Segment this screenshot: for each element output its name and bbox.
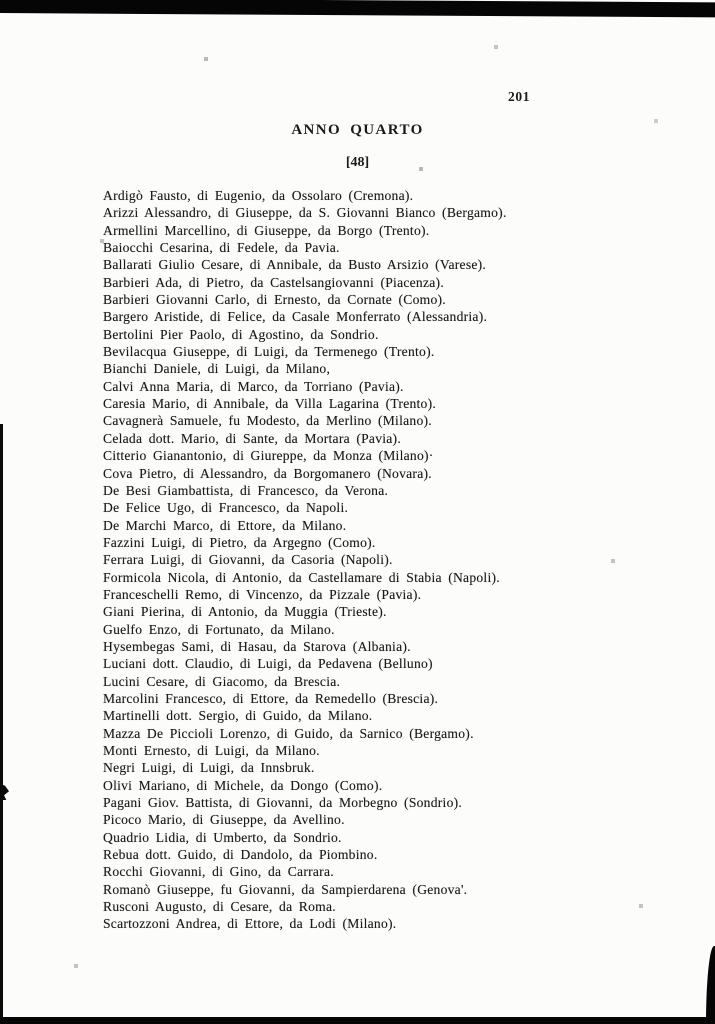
list-item: Bianchi Daniele, di Luigi, da Milano, bbox=[103, 361, 331, 377]
name-list bbox=[103, 187, 507, 933]
list-item: Guelfo Enzo, di Fortunato, da Milano. bbox=[103, 621, 335, 637]
list-item: Rusconi Augusto, di Cesare, da Roma. bbox=[103, 899, 336, 915]
list-item: Arizzi Alessandro, di Giuseppe, da S. Giovanni Bianco (Bergamo). bbox=[103, 205, 507, 221]
page-title: ANNO QUARTO bbox=[291, 122, 424, 138]
list-item: Olivi Mariano, di Michele, da Dongo (Como). bbox=[103, 777, 383, 793]
list-item: Marcolini Francesco, di Ettore, da Remedello (Brescia). bbox=[103, 690, 439, 706]
list-item: Franceschelli Remo, di Vincenzo, da Pizzale (Pavia). bbox=[103, 586, 422, 602]
list-item: Bertolini Pier Paolo, di Agostino, da Sondrio. bbox=[103, 326, 379, 342]
list-item: Baiocchi Cesarina, di Fedele, da Pavia. bbox=[103, 240, 340, 256]
list-item: De Besi Giambattista, di Francesco, da Verona. bbox=[103, 482, 389, 498]
page-number: 201 bbox=[508, 89, 531, 104]
scan-artifact-left-bar bbox=[0, 424, 3, 1024]
list-item: Hysembegas Sami, di Hasau, da Starova (Albania). bbox=[103, 638, 411, 654]
scan-artifact-top-band bbox=[0, 0, 715, 17]
list-item: Scartozzoni Andrea, di Ettore, da Lodi (Milano). bbox=[103, 916, 397, 932]
scan-artifact-bottom-band bbox=[0, 1017, 715, 1024]
list-item: Picoco Mario, di Giuseppe, da Avellino. bbox=[103, 812, 345, 828]
list-item: De Marchi Marco, di Ettore, da Milano. bbox=[103, 517, 347, 533]
list-item: Caresia Mario, di Annibale, da Villa Lagarina (Trento). bbox=[103, 396, 437, 412]
list-item: Giani Pierina, di Antonio, da Muggia (Trieste). bbox=[103, 604, 387, 620]
entry-count: [48] bbox=[345, 155, 370, 170]
list-item: Barbieri Giovanni Carlo, di Ernesto, da Cornate (Como). bbox=[103, 292, 446, 308]
list-item: De Felice Ugo, di Francesco, da Napoli. bbox=[103, 500, 349, 516]
list-item: Citterio Gianantonio, di Giureppe, da Monza (Milano)· bbox=[103, 448, 434, 464]
list-item: Rebua dott. Guido, di Dandolo, da Piombino. bbox=[103, 847, 378, 863]
list-item: Pagani Giov. Battista, di Giovanni, da Morbegno (Sondrio). bbox=[103, 795, 463, 811]
list-item: Ardigò Fausto, di Eugenio, da Ossolaro (Cremona). bbox=[103, 188, 414, 203]
list-item: Fazzini Luigi, di Pietro, da Argegno (Como). bbox=[103, 534, 376, 550]
list-item: Cova Pietro, di Alessandro, da Borgomanero (Novara). bbox=[103, 465, 432, 481]
list-item: Luciani dott. Claudio, di Luigi, da Pedavena (Belluno) bbox=[103, 656, 433, 672]
list-item: Bevilacqua Giuseppe, di Luigi, da Termenego (Trento). bbox=[103, 344, 435, 360]
list-item: Armellini Marcellino, di Giuseppe, da Borgo (Trento). bbox=[103, 222, 430, 238]
list-item: Mazza De Piccioli Lorenzo, di Guido, da Sarnico (Bergamo). bbox=[103, 725, 474, 741]
list-item: Calvi Anna Maria, di Marco, da Torriano (Pavia). bbox=[103, 378, 404, 394]
scan-artifact-bottom-right-blob bbox=[706, 946, 715, 1024]
list-item: Celada dott. Mario, di Sante, da Mortara (Pavia). bbox=[103, 430, 401, 446]
list-item: Bargero Aristide, di Felice, da Casale Monferrato (Alessandria). bbox=[103, 309, 488, 325]
list-item: Romanò Giuseppe, fu Giovanni, da Sampierdarena (Genova'. bbox=[103, 881, 468, 897]
list-item: Monti Ernesto, di Luigi, da Milano. bbox=[103, 743, 320, 758]
list-item: Lucini Cesare, di Giacomo, da Brescia. bbox=[103, 673, 341, 689]
list-item: Ballarati Giulio Cesare, di Annibale, da Busto Arsizio (Varese). bbox=[103, 257, 487, 273]
list-item: Martinelli dott. Sergio, di Guido, da Milano. bbox=[103, 708, 373, 724]
scan-speckles bbox=[0, 0, 2, 2]
list-item: Rocchi Giovanni, di Gino, da Carrara. bbox=[103, 864, 334, 880]
list-item: Quadrio Lidia, di Umberto, da Sondrio. bbox=[103, 829, 342, 845]
scan-artifact-left-notch bbox=[0, 784, 9, 800]
list-item: Barbieri Ada, di Pietro, da Castelsangiovanni (Piacenza). bbox=[103, 274, 444, 290]
list-item: Negri Luigi, di Luigi, da Innsbruk. bbox=[103, 760, 315, 776]
list-item: Ferrara Luigi, di Giovanni, da Casoria (Napoli). bbox=[103, 552, 393, 568]
list-item: Formicola Nicola, di Antonio, da Castellamare di Stabia (Napoli). bbox=[103, 569, 500, 585]
list-item: Cavagnerà Samuele, fu Modesto, da Merlino (Milano). bbox=[103, 413, 432, 429]
